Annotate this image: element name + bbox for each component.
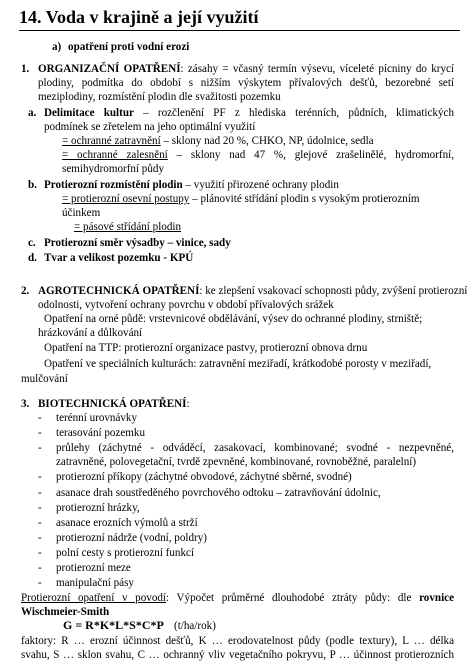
org-a-item-1-text: – sklony nad 20 %, CHKO, NP, údolnice, sedla [163, 135, 374, 147]
forecast-term: Protierozní opatření v povodí [21, 592, 166, 604]
org-c-title: Protierozní směr výsadby – vinice, sady [44, 237, 231, 249]
bullet-dash: - [38, 412, 42, 424]
bullet-dash: - [38, 502, 42, 514]
org-a-title: Delimitace kultur [44, 107, 134, 119]
org-a-label: a. [28, 107, 37, 119]
org-line-1 [38, 62, 454, 76]
org-a-line-1-text: – rozčlenění PF z hlediska terénních, půdních, klimatických [143, 107, 454, 119]
bullet-dash: - [38, 532, 42, 544]
agro-heading: AGROTECHNICKÁ OPATŘENÍ [38, 285, 200, 297]
forecast-line-2: Wischmeier-Smith [21, 606, 110, 618]
org-a-item-1 [62, 134, 374, 148]
org-b-item-1-term: = protierozní osevní postupy [62, 193, 190, 205]
agro-line-3: Opatření na orné půdě: vrstevnicové obdělávání, výsev do ochranné plodiny, strniště; [44, 313, 423, 325]
org-b-item-1 [62, 192, 420, 206]
agro-line-7: mulčování [21, 373, 68, 385]
org-b-item-2-term: = pásové střídání plodin [74, 221, 182, 233]
agro-line-2: odolnosti, vytvoření ochrany povrchu v období přívalových srážek [38, 299, 334, 311]
org-line-3: meziplodiny, rozmístění plodin dle svažitosti pozemku [38, 91, 281, 103]
bio-heading-tail: : [186, 398, 190, 410]
bio-item-3-cont: zatravněné, polovegetační, tvrdě zpevněné, kombinované, rovnoběžné, paralelní) [56, 456, 417, 468]
org-a-item-2-text: – sklony nad 47 %, glejové zrašelinělé, hydromorfní, [176, 149, 454, 161]
org-a-item-2-term: = ochranné zalesnění [62, 149, 168, 161]
org-c-label: c. [28, 237, 36, 249]
bullet-dash: - [38, 487, 42, 499]
org-d-label: d. [28, 252, 37, 264]
bio-item-5: asanace drah soustředěného povrchového odtoku – zatravňování údolnic, [56, 487, 381, 499]
bullet-dash: - [38, 547, 42, 559]
org-a-item-2-cont: semihydromorfní půdy [62, 163, 164, 175]
section-3-number: 3. [21, 398, 30, 410]
usle-equation: G = R*K*L*S*C*P [63, 618, 164, 632]
agro-line-6: Opatření ve speciálních kulturách: zatravnění meziřadí, krátkodobé porosty v meziřadí, [44, 358, 432, 370]
subtitle-marker: a) [52, 41, 62, 53]
org-a-item-2 [62, 148, 454, 162]
forecast-text: : Výpočet průměrné dlouhodobé ztráty půdy: dle [166, 592, 412, 604]
bio-item-3: průlehy (záchytné - odváděcí, zasakovací, kombinované; svodné - nezpevněné, [56, 442, 454, 454]
forecast-bold: rovnice [419, 592, 454, 604]
page-title: 14. Voda v krajině a její využití [19, 6, 460, 31]
agro-line-5: Opatření na TTP: protierozní organizace pastvy, protierozní obnova drnu [44, 342, 368, 354]
org-b-item-1-cont: účinkem [62, 207, 101, 219]
org-b-title: Protierozní rozmístění plodin [44, 179, 183, 191]
bio-item-10: protierozní meze [56, 562, 131, 574]
org-line-1-text: : zásahy = včasný termín výsevu, víceleté pícniny do krycí [180, 63, 454, 75]
org-d-title: Tvar a velikost pozemku - KPÚ [44, 252, 194, 264]
bio-item-8: protierozní nádrže (vodní, poldry) [56, 532, 207, 544]
bullet-dash: - [38, 442, 42, 454]
bio-heading-line [38, 397, 190, 411]
org-a-item-1-term: = ochranné zatravnění [62, 135, 161, 147]
subtitle-text: opatření proti vodní erozi [68, 41, 190, 53]
section-2-number: 2. [21, 285, 30, 297]
bio-item-1: terénní urovnávky [56, 412, 138, 424]
org-b-line-1 [44, 178, 339, 192]
bio-item-9: polní cesty s protierozní funkcí [56, 547, 195, 559]
agro-line-1 [38, 284, 468, 298]
bio-heading: BIOTECHNICKÁ OPATŘENÍ [38, 398, 187, 410]
org-b-item-2 [74, 220, 181, 234]
org-line-2: plodiny, podmítka do období s nižším výskytem přívalových dešťů, bezorebné setí [38, 77, 454, 89]
org-heading: ORGANIZAČNÍ OPATŘENÍ [38, 63, 181, 75]
bullet-dash: - [38, 427, 42, 439]
org-b-item-1-text: – plánovité střídání plodin s vysokým protierozním [192, 193, 420, 205]
agro-line-1-text: : ke zlepšení vsakovací schopnosti půdy, zvýšení protierozní [199, 285, 468, 297]
bio-item-4: protierozní příkopy (záchytné obvodové, záchytné sběrné, svodné) [56, 471, 352, 483]
org-a-line-1 [44, 106, 454, 120]
usle-unit: (t/ha/rok) [174, 620, 216, 632]
bullet-dash: - [38, 577, 42, 589]
agro-line-4: hrázkování a důlkování [38, 327, 143, 339]
bio-item-7: asanace erozních výmolů a strží [56, 517, 198, 529]
bio-item-2: terasování pozemku [56, 427, 146, 439]
org-b-title-rest: – využití přirozené ochrany plodin [185, 179, 339, 191]
org-b-label: b. [28, 179, 37, 191]
factors-line-1: faktory: R … erozní účinnost dešťů, K … erodovatelnost půdy (podle textury), L … délka [21, 635, 454, 647]
subtitle [52, 40, 189, 54]
factors-line-2: svahu, S … sklon svahu, C … ochranný vliv vegetačního pokryvu, P … účinnost protierozních [21, 649, 454, 661]
section-1-number: 1. [21, 63, 30, 75]
bio-item-11: manipulační pásy [56, 577, 134, 589]
bullet-dash: - [38, 562, 42, 574]
bio-item-6: protierozní hrázky, [56, 502, 140, 514]
bullet-dash: - [38, 517, 42, 529]
forecast-line-1 [21, 591, 454, 605]
org-a-line-2: podmínek se zřetelem na jeho optimální využití [44, 121, 256, 133]
bullet-dash: - [38, 471, 42, 483]
